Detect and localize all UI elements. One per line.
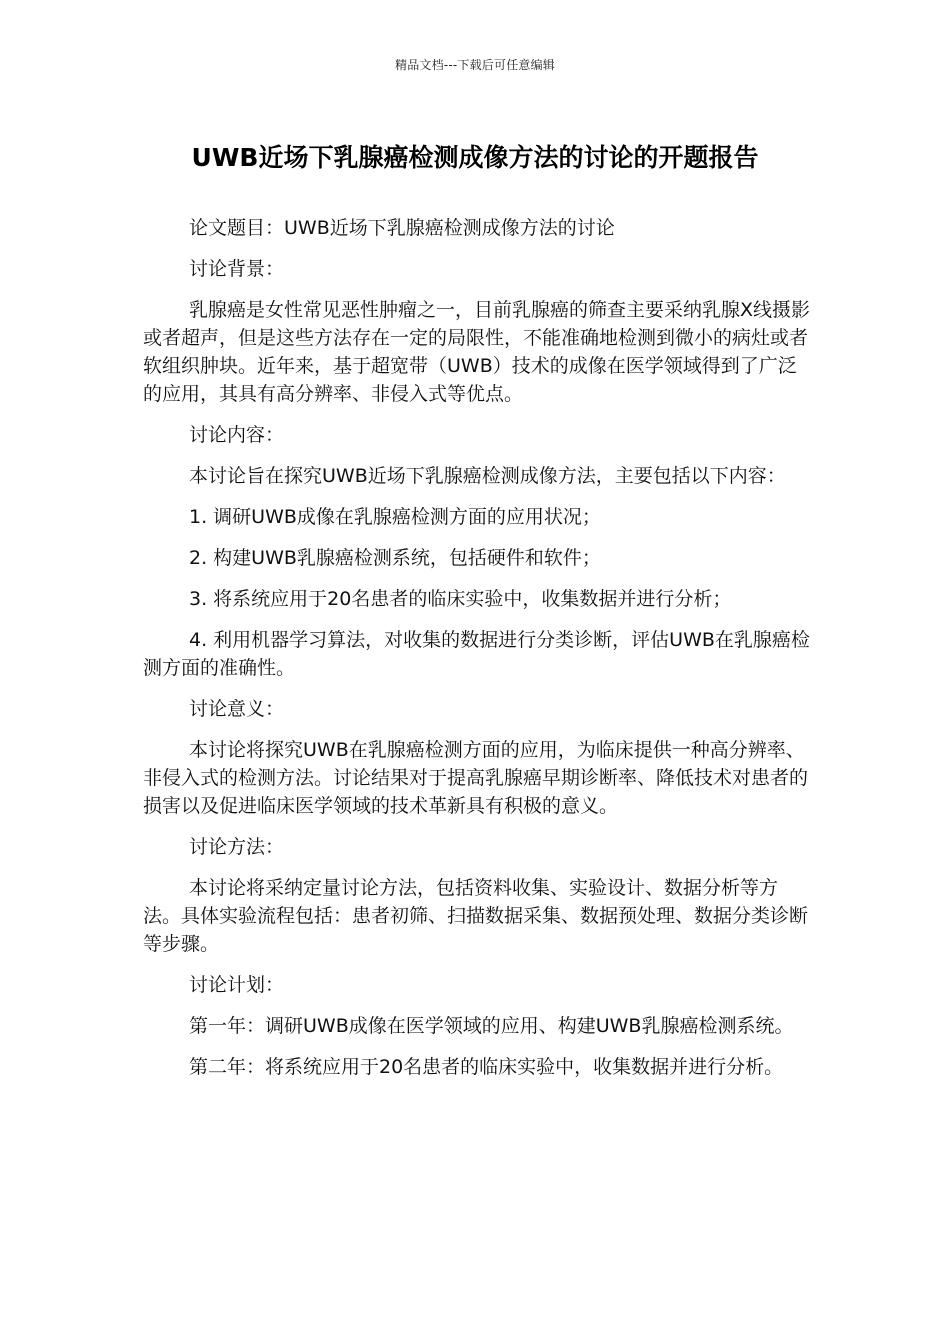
list-item-1: 1. 调研UWB成像在乳腺癌检测方面的应用状况；	[189, 506, 601, 528]
paragraph-background: 乳腺癌是女性常见恶性肿瘤之一，目前乳腺癌的筛查主要采纳乳腺X线摄影或者超声，但是这些方法存在一定的局限性，不能准确地检测到微小的病灶或者软组织肿块。近年来，基于超宽带（UWB）技术的成像在医学领域得到了广泛的应用，其具有高分辨率、非侵入式等优点。	[143, 299, 811, 405]
heading-significance: 讨论意义：	[189, 698, 285, 720]
heading-background: 讨论背景：	[189, 258, 285, 280]
document-body	[143, 214, 811, 1094]
paragraph-plan-year-2: 第二年：将系统应用于20名患者的临床实验中，收集数据并进行分析。	[189, 1056, 784, 1078]
list-item-2: 2. 构建UWB乳腺癌检测系统，包括硬件和软件；	[189, 547, 601, 569]
paragraph-method: 本讨论将采纳定量讨论方法，包括资料收集、实验设计、数据分析等方法。具体实验流程包括：患者初筛、扫描数据采集、数据预处理、数据分类诊断等步骤。	[143, 877, 809, 955]
heading-content: 讨论内容：	[189, 424, 285, 446]
heading-method: 讨论方法：	[189, 836, 285, 858]
paragraph-significance: 本讨论将探究UWB在乳腺癌检测方面的应用，为临床提供一种高分辨率、非侵入式的检测方法。讨论结果对于提高乳腺癌早期诊断率、降低技术对患者的损害以及促进临床医学领域的技术革新具有积极的意义。	[143, 739, 809, 817]
heading-plan: 讨论计划：	[189, 974, 285, 996]
page-header: 精品文档---下载后可任意编辑	[395, 58, 555, 72]
paragraph-thesis-topic: 论文题目：UWB近场下乳腺癌检测成像方法的讨论	[189, 217, 615, 239]
paragraph-plan-year-1: 第一年：调研UWB成像在医学领域的应用、构建UWB乳腺癌检测系统。	[189, 1015, 794, 1037]
paragraph-content-intro: 本讨论旨在探究UWB近场下乳腺癌检测成像方法，主要包括以下内容：	[189, 465, 786, 487]
document-title: UWB近场下乳腺癌检测成像方法的讨论的开题报告	[191, 143, 759, 172]
list-item-3: 3. 将系统应用于20名患者的临床实验中，收集数据并进行分析；	[189, 588, 732, 610]
list-item-4: 4. 利用机器学习算法，对收集的数据进行分类诊断，评估UWB在乳腺癌检测方面的准确性。	[143, 629, 810, 679]
